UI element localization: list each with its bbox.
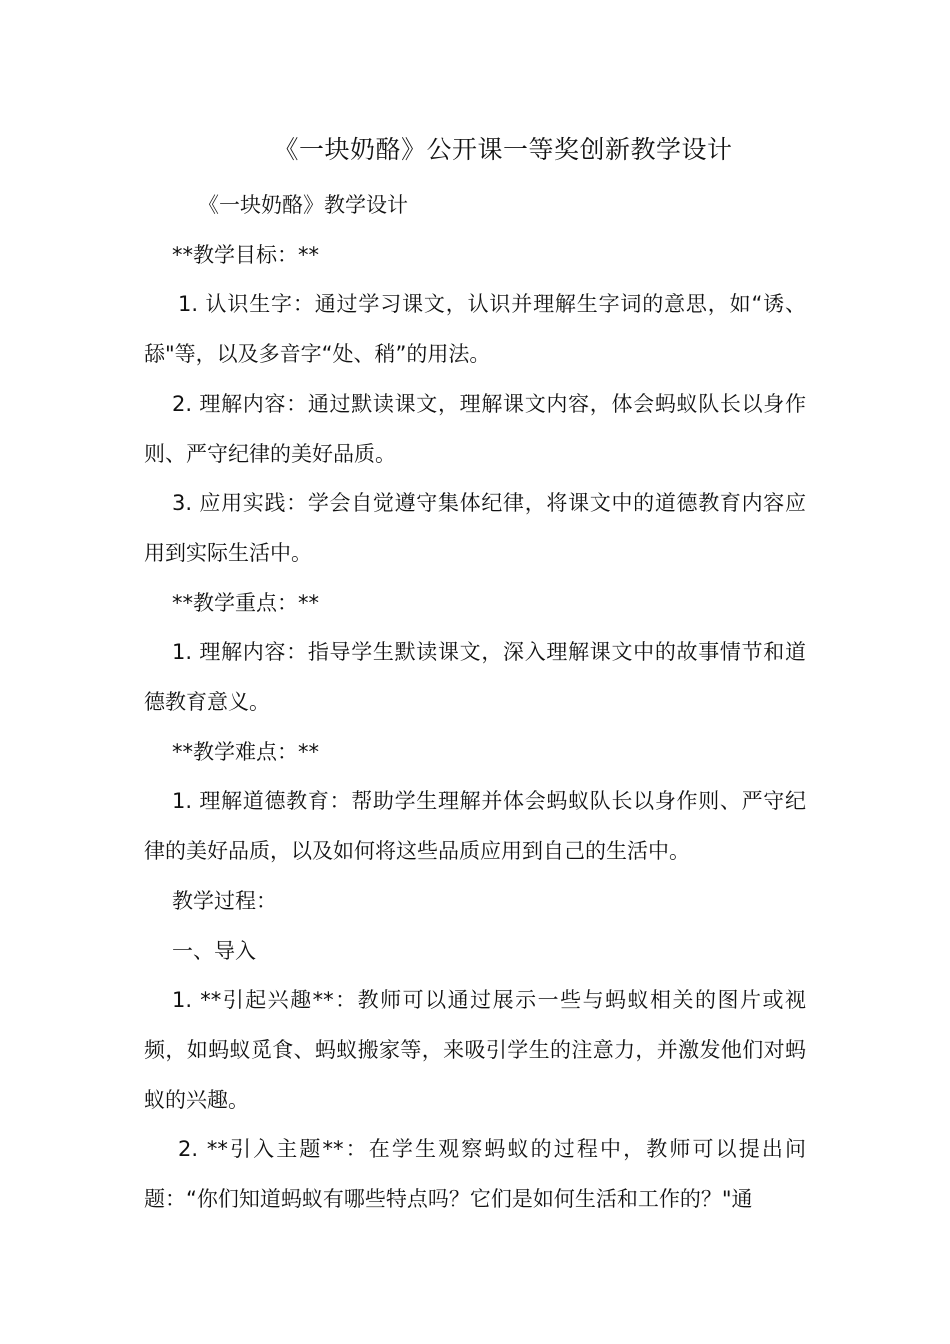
- document-body: [144, 181, 806, 1225]
- paragraph-goal-1: 1. 认识生字：通过学习课文，认识并理解生字词的意思，如“诱、舔"等，以及多音字“处、稍”的用法。: [144, 292, 806, 367]
- paragraph-intro-2: 2. **引入主题**：在学生观察蚂蚁的过程中，教师可以提出问题：“你们知道蚂蚁有哪些特点吗？它们是如何生活和工作的？"通: [144, 1137, 806, 1212]
- paragraph-section-intro: 一、导入: [172, 938, 256, 963]
- paragraph-intro-1: 1. **引起兴趣**：教师可以通过展示一些与蚂蚁相关的图片或视频，如蚂蚁觅食、蚂蚁搬家等，来吸引学生的注意力，并激发他们对蚂蚁的兴趣。: [144, 988, 806, 1112]
- paragraph-focus-1: 1. 理解内容：指导学生默读课文，深入理解课文中的故事情节和道德教育意义。: [144, 640, 806, 715]
- document-title: 《一块奶酪》公开课一等奖创新教学设计: [273, 135, 733, 164]
- paragraph-goal-2: 2. 理解内容：通过默读课文，理解课文内容，体会蚂蚁队长以身作则、严守纪律的美好品质。: [144, 391, 806, 466]
- paragraph-subtitle: 《一块奶酪》教学设计: [198, 193, 408, 217]
- paragraph-focus-heading: **教学重点：**: [172, 590, 319, 615]
- paragraph-goal-3: 3. 应用实践：学会自觉遵守集体纪律，将课文中的道德教育内容应用到实际生活中。: [144, 491, 806, 565]
- paragraph-difficulty-1: 1. 理解道德教育：帮助学生理解并体会蚂蚁队长以身作则、严守纪律的美好品质，以及如何将这些品质应用到自己的生活中。: [144, 789, 806, 864]
- paragraph-difficulty-heading: **教学难点：**: [172, 739, 319, 764]
- paragraph-process-heading: 教学过程：: [172, 888, 277, 913]
- paragraph-goals-heading: **教学目标：**: [172, 242, 319, 267]
